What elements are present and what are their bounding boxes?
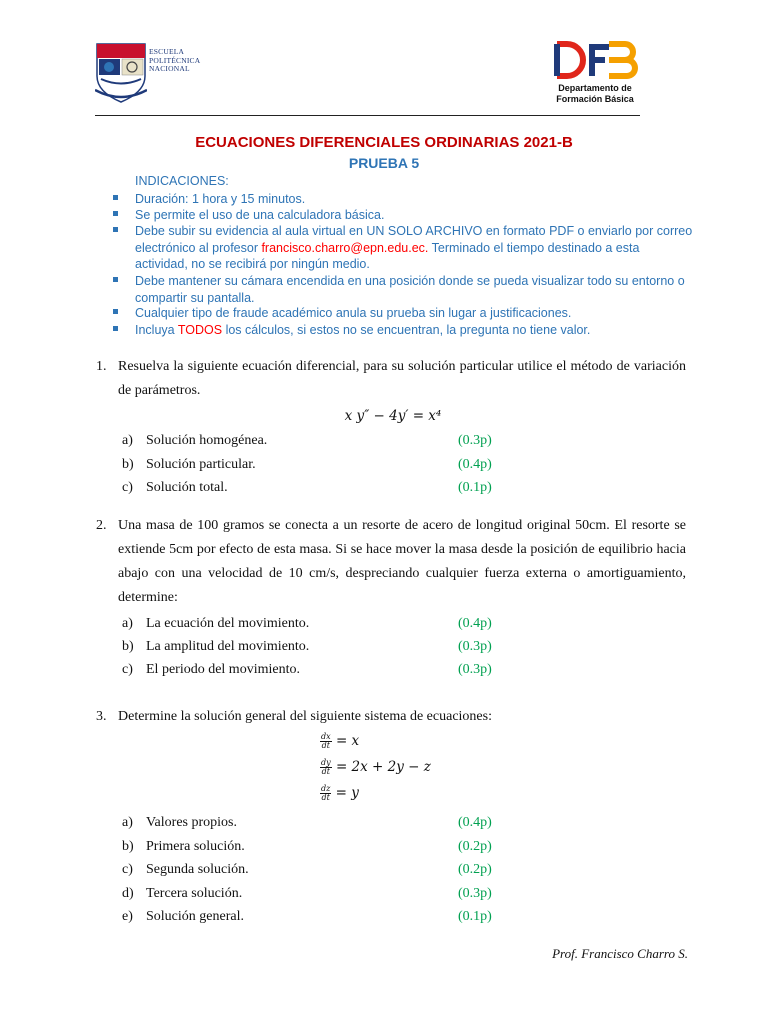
indication-text: Duración: 1 hora y 15 minutos. [135,192,306,206]
option-text: Solución general. [146,909,244,924]
indication-item [113,191,693,208]
option-letter: a) [122,815,133,830]
system-equation [320,729,359,753]
option-letter: b) [122,839,134,854]
indication-item [113,207,693,224]
system-equation [320,755,431,779]
option-letter: a) [122,433,133,448]
indication-text-part: Debe subir su evidencia al aula virtual en UN SOLO ARCHIVO en formato PDF o enviarlo por correo electrónico al profesor [135,224,693,255]
question-text: Resuelva la siguiente ecuación diferencial, para su solución particular utilice el método de variación de parámetros. [118,359,686,398]
option-text: Primera solución. [146,839,245,854]
option-points: (0.4p) [458,616,492,631]
option-letter: c) [122,862,133,877]
department-line-1: Departamento de [558,83,632,93]
option-letter: a) [122,616,133,631]
bullet-square-icon [113,326,118,331]
equation-rhs: = 2x + 2y − z [335,759,431,775]
option-letter: d) [122,886,134,901]
option-points: (0.4p) [458,815,492,830]
option-points: (0.3p) [458,662,492,677]
fraction-numerator: dx [321,732,331,741]
option-points: (0.1p) [458,480,492,495]
option-text: Solución particular. [146,457,256,472]
question-number: 1. [96,359,107,374]
indication-item [113,305,693,322]
question-text: Una masa de 100 gramos se conecta a un resorte de acero de longitud original 50cm. El resorte se extiende 5cm por efecto de esta masa. Si se hace mover la masa desde la posición de equilibrio hacia abajo con una velocidad de 10 cm/s, despreciando cualquier fuerza externa o amortiguamiento, determine: [118,518,686,605]
option-text: Segunda solución. [146,862,249,877]
option-text: Solución total. [146,480,228,495]
option-points: (0.2p) [458,839,492,854]
fraction-numerator: dz [321,784,331,793]
indication-text: Cualquier tipo de fraude académico anula su prueba sin lugar a justificaciones. [135,306,572,320]
fraction-denominator: dt [321,767,330,776]
shield-emblem-icon [95,42,147,104]
header-divider [95,115,640,116]
equation-rhs: = y [335,785,359,801]
system-equation [320,781,359,805]
bullet-square-icon [113,227,118,232]
indication-text [135,322,693,339]
option-points: (0.3p) [458,433,492,448]
bullet-square-icon [113,309,118,314]
option-points: (0.2p) [458,862,492,877]
dfb-logo-icon [545,40,645,82]
department-line-2: Formación Básica [556,94,634,104]
question-number: 2. [96,518,107,533]
institution-name [149,48,200,74]
option-text: Solución homogénea. [146,433,268,448]
fraction-denominator: dt [321,741,330,750]
option-points: (0.3p) [458,639,492,654]
indication-text-part: Terminado el tiempo destinado a esta actividad, no se recibirá por ningún medio. [135,240,640,271]
indication-emphasis: TODOS [177,323,223,337]
indication-text-part: los cálculos, si estos no se encuentran, la pregunta no tiene valor. [222,323,591,337]
indication-text-part: Incluya [135,323,178,337]
option-text: La ecuación del movimiento. [146,616,310,631]
fraction-denominator: dt [321,793,330,802]
equation-rhs: = x [335,733,360,749]
institution-line-1: ESCUELA [149,47,185,56]
professor-signature: Prof. Francisco Charro S. [552,946,688,961]
option-points: (0.4p) [458,457,492,472]
exam-subtitle: PRUEBA 5 [348,155,420,171]
department-name [545,83,645,105]
option-letter: c) [122,662,133,677]
institution-line-2: POLITÉCNICA [149,55,201,65]
question-equation: x y″ − 4y′ = x⁴ [344,408,442,424]
institution-logo [95,42,205,104]
indication-text [135,223,693,273]
derivative-fraction [320,759,332,776]
option-letter: b) [122,457,134,472]
question-number: 3. [96,709,107,724]
option-letter: e) [122,909,133,924]
fraction-numerator: dy [321,758,331,767]
institution-line-3: NACIONAL [149,64,190,73]
indication-text: Se permite el uso de una calculadora básica. [135,208,385,222]
professor-email: francisco.charro@epn.edu.ec. [261,240,429,255]
indication-item [113,223,693,273]
option-text: El periodo del movimiento. [146,662,300,677]
derivative-fraction [320,733,332,750]
department-logo [545,40,645,106]
derivative-fraction [320,785,331,802]
option-points: (0.1p) [458,909,492,924]
exam-title: ECUACIONES DIFERENCIALES ORDINARIAS 2021-B [195,134,573,151]
option-letter: b) [122,639,134,654]
indication-item [113,322,693,339]
indication-item [113,273,693,306]
bullet-square-icon [113,277,118,282]
bullet-square-icon [113,195,118,200]
option-text: Valores propios. [146,815,237,830]
option-points: (0.3p) [458,886,492,901]
question-text: Determine la solución general del siguiente sistema de ecuaciones: [118,709,492,724]
bullet-square-icon [113,211,118,216]
option-text: Tercera solución. [146,886,243,901]
indications-heading: INDICACIONES: [135,174,229,188]
option-letter: c) [122,480,133,495]
indication-text: Debe mantener su cámara encendida en una posición donde se pueda visualizar todo su entorno o compartir su pantalla. [135,274,685,305]
option-text: La amplitud del movimiento. [146,639,310,654]
